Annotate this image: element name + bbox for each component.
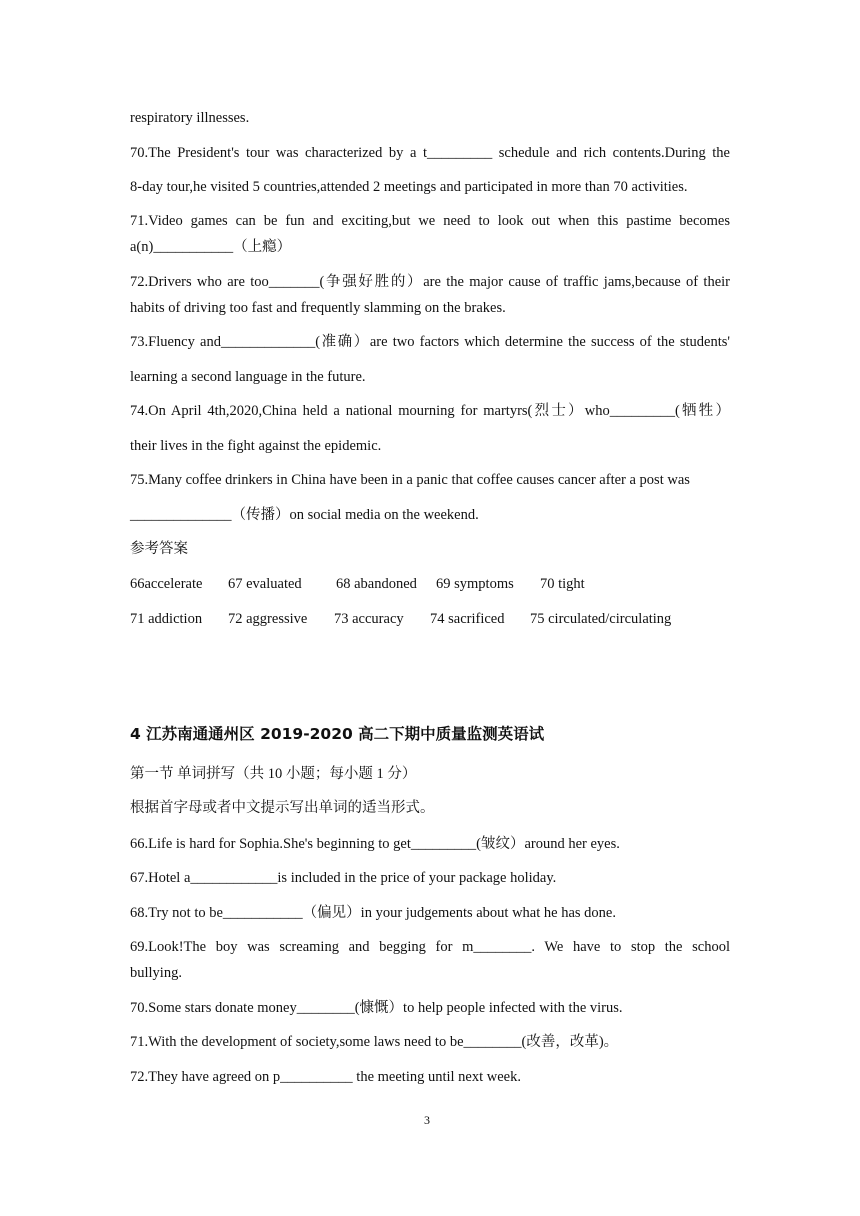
text-line: ______________（传播）on social media on the weekend.	[130, 507, 479, 523]
answer-item: 69 symptoms	[436, 576, 514, 592]
text-line: their lives in the fight against the epidemic.	[130, 438, 382, 454]
text-line: 70.Some stars donate money________(慷慨）to help people infected with the virus.	[130, 1000, 623, 1016]
text-line: 72.They have agreed on p__________ the meeting until next week.	[130, 1069, 521, 1085]
text-line: 第一节 单词拼写（共 10 小题；每小题 1 分）	[130, 766, 417, 782]
text-line: bullying.	[130, 965, 182, 981]
text-line: 73.Fluency and_____________(准确）are two factors which determine the success of the students'	[130, 334, 730, 350]
answer-item: 70 tight	[540, 576, 585, 592]
answer-item: 68 abandoned	[336, 576, 417, 592]
text-line: learning a second language in the future.	[130, 369, 366, 385]
text-line: 66.Life is hard for Sophia.She's beginning to get_________(皱纹）around her eyes.	[130, 836, 620, 852]
answer-item: 74 sacrificed	[430, 611, 505, 627]
text-line: a(n)___________（上瘾）	[130, 239, 292, 255]
text-line: 71.With the development of society,some laws need to be________(改善，改革)。	[130, 1034, 619, 1050]
answer-item: 67 evaluated	[228, 576, 302, 592]
answer-item: 72 aggressive	[228, 611, 308, 627]
text-line: 70.The President's tour was characterized by a t_________ schedule and rich contents.During the	[130, 145, 730, 161]
text-line: respiratory illnesses.	[130, 110, 250, 126]
answer-item: 75 circulated/circulating	[530, 611, 672, 627]
text-line: 71.Video games can be fun and exciting,but we need to look out when this pastime becomes	[130, 213, 730, 229]
page-number: 3	[424, 1113, 430, 1127]
answer-key-heading: 参考答案	[130, 541, 188, 557]
text-line: 72.Drivers who are too_______(争强好胜的）are the major cause of traffic jams,because of their	[130, 274, 730, 290]
text-line: 8-day tour,he visited 5 countries,attended 2 meetings and participated in more than 70 activities.	[130, 179, 688, 195]
text-line: 根据首字母或者中文提示写出单词的适当形式。	[130, 800, 435, 816]
text-line: 69.Look!The boy was screaming and begging for m________. We have to stop the school	[130, 939, 730, 955]
answer-item: 71 addiction	[130, 611, 203, 627]
answer-item: 73 accuracy	[334, 611, 404, 627]
section-heading: 4 江苏南通通州区 2019-2020 高二下期中质量监测英语试	[130, 725, 545, 743]
text-line: 75.Many coffee drinkers in China have been in a panic that coffee causes cancer after a post was	[130, 472, 690, 488]
text-line: 67.Hotel a____________is included in the price of your package holiday.	[130, 870, 557, 886]
text-line: 68.Try not to be___________（偏见）in your judgements about what he has done.	[130, 905, 616, 921]
text-line: habits of driving too fast and frequently slamming on the brakes.	[130, 300, 506, 316]
text-line: 74.On April 4th,2020,China held a national mourning for martyrs(烈士）who_________(牺牲）	[130, 403, 730, 419]
answer-item: 66accelerate	[130, 576, 203, 592]
